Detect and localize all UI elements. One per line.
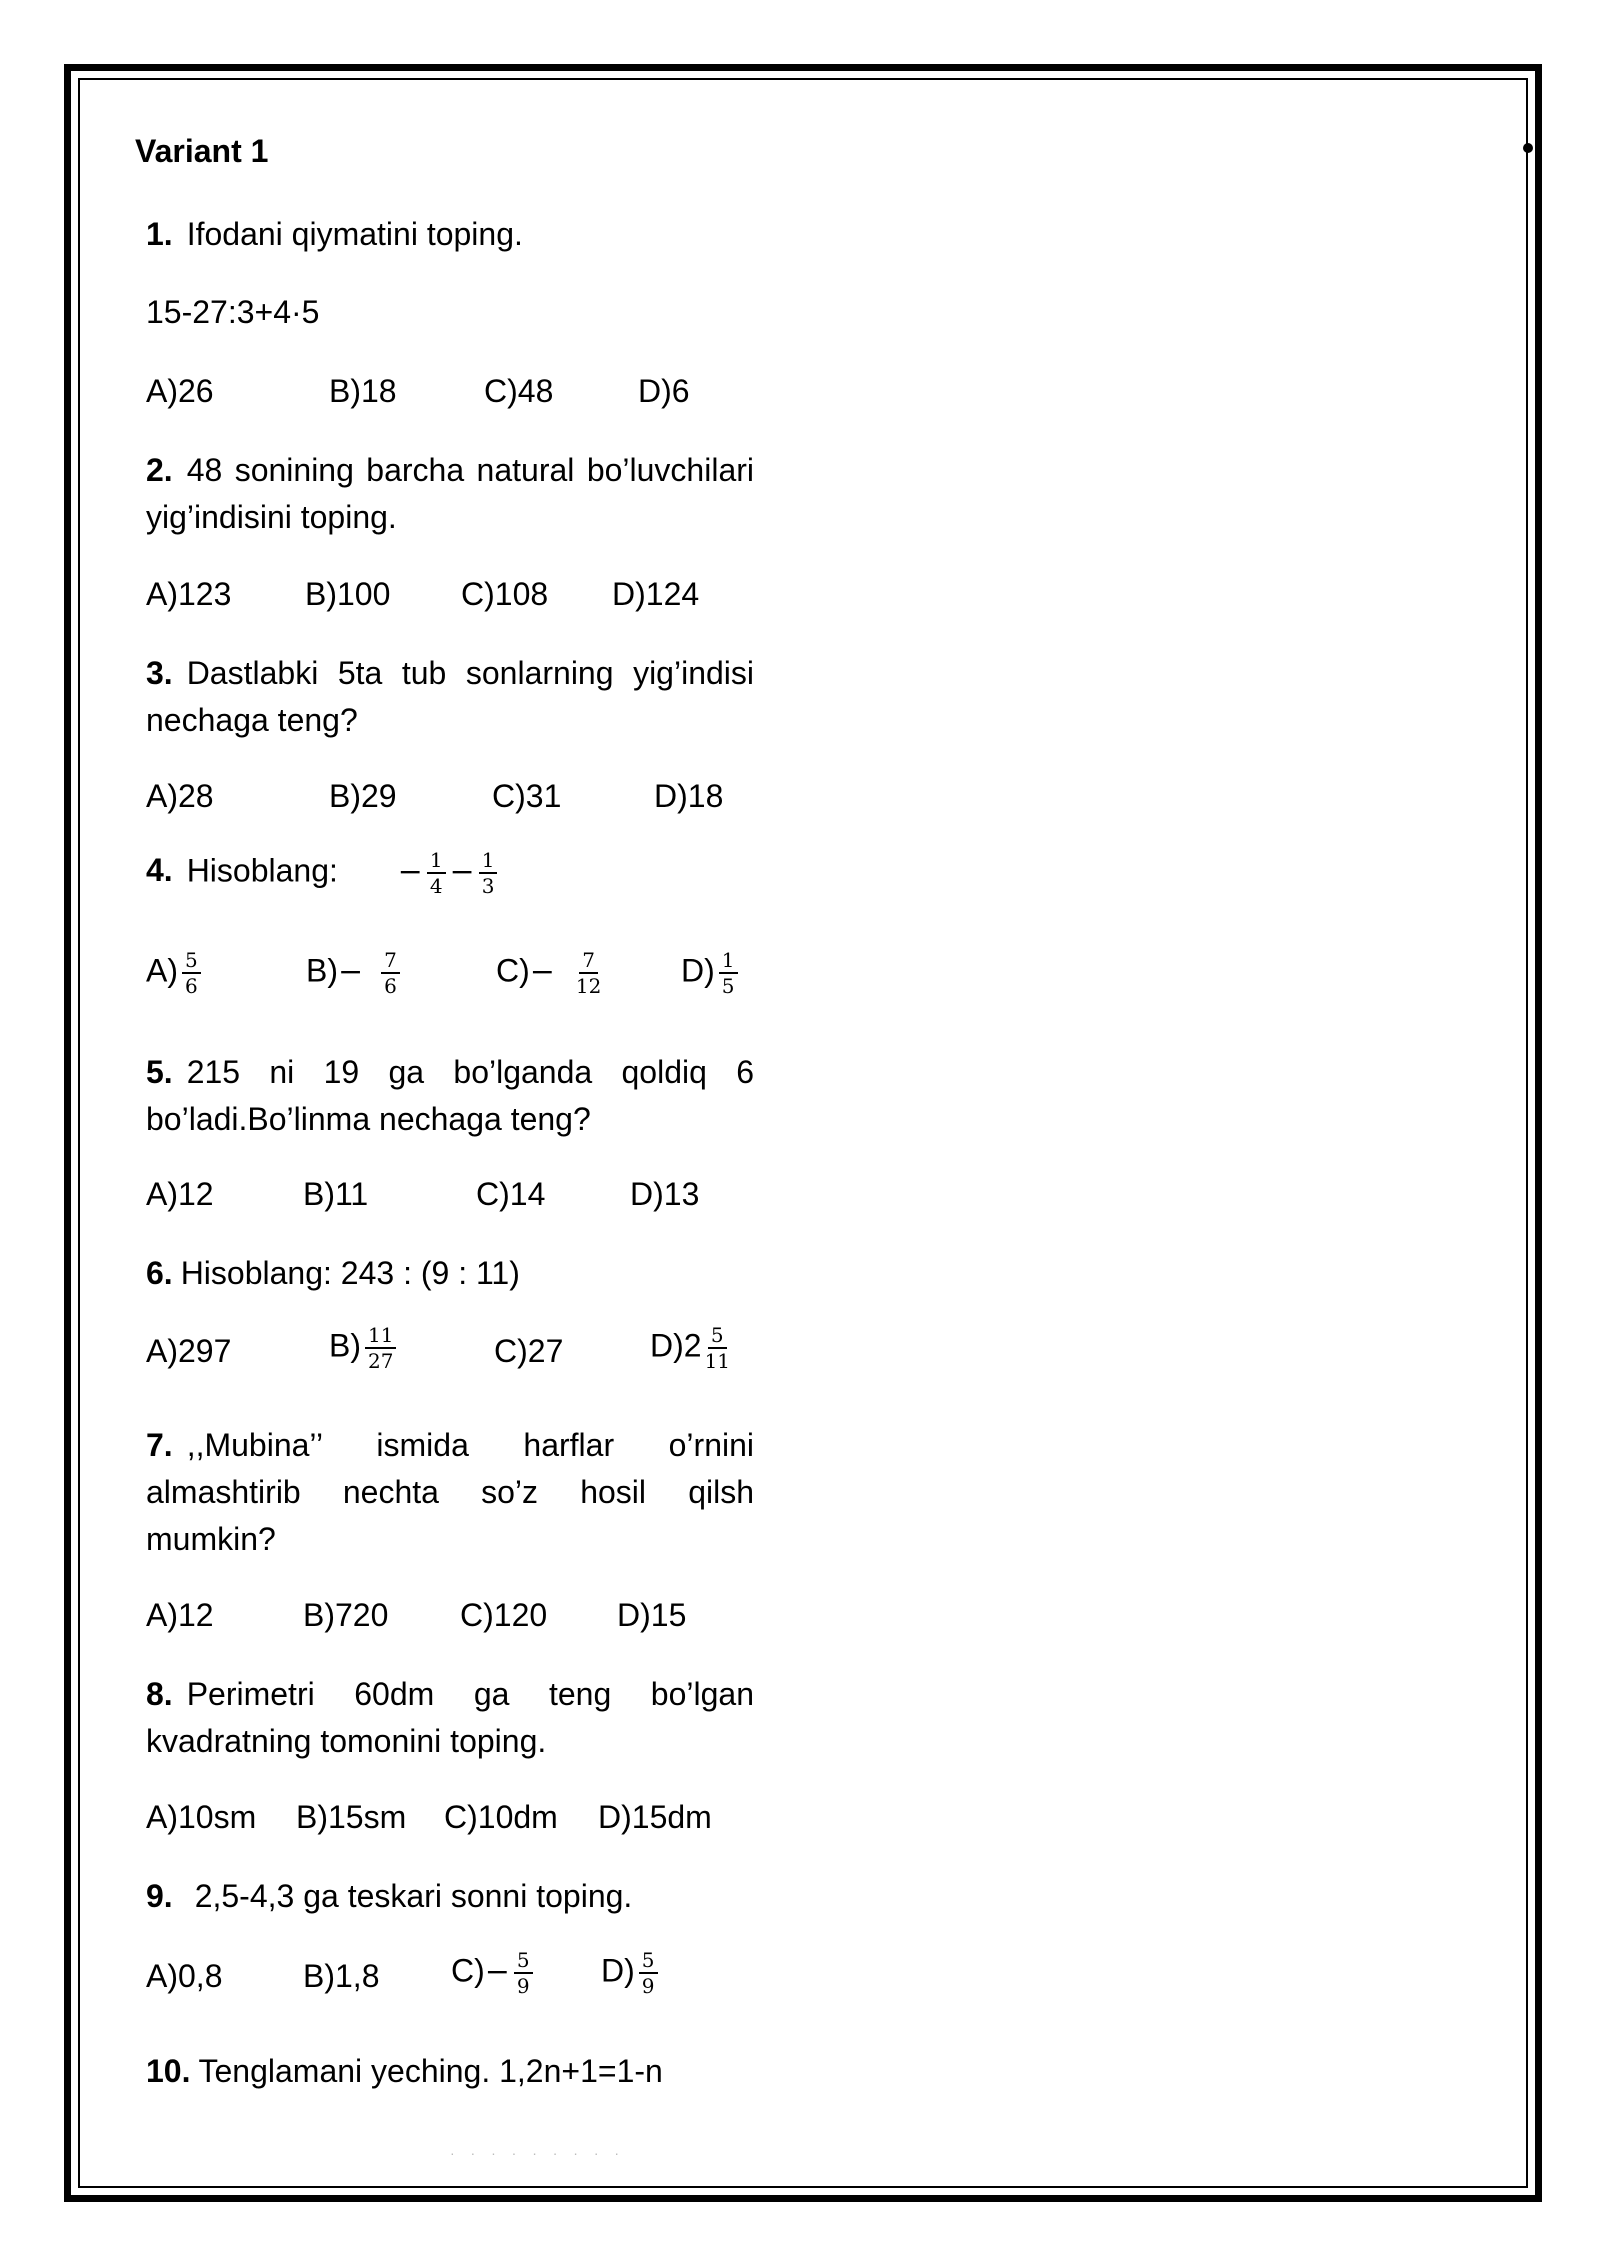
question-text: Hisoblang: [186, 852, 338, 889]
minus-sign: − [449, 854, 475, 890]
question-4 [146, 848, 501, 898]
option-b[interactable]: B)− $\frac{7}{6}$ [306, 948, 404, 998]
question-text: Hisoblang: 243 : (9 : 11) [180, 1255, 520, 1291]
option-b[interactable]: B)720 [303, 1597, 389, 1633]
option-c[interactable]: C)− $\frac{7}{12}$ [496, 948, 602, 998]
option-c[interactable]: C)48 [484, 373, 554, 409]
option-a[interactable]: A)26 [146, 373, 214, 409]
option-d[interactable]: D)2 $\frac{5}{11}$ [650, 1323, 731, 1373]
question-text: Ifodani qiymatini toping. [186, 216, 523, 252]
option-a[interactable]: A)297 [146, 1333, 232, 1369]
question-number: 4. [146, 852, 173, 889]
question-10 [146, 2053, 663, 2090]
question-text: 215 ni 19 ga bo’lganda qoldiq 6 bo’ladi.Bo’linma nechaga teng? [146, 1054, 754, 1137]
fraction: $\frac{1}{3}$ [479, 848, 498, 898]
option-c[interactable]: C)31 [492, 778, 562, 814]
question-1 [146, 216, 523, 253]
question-number: 5. [146, 1054, 173, 1090]
option-d[interactable]: D)15dm [598, 1799, 712, 1835]
option-a[interactable]: A)12 [146, 1176, 214, 1212]
question-1-expression: 15-27:3+4·5 [146, 294, 320, 330]
question-text: 48 sonining barcha natural bo’luvchilari yig’indisini toping. [146, 452, 754, 535]
minus-sign: − [397, 854, 423, 890]
question-number: 2. [146, 452, 173, 488]
option-d[interactable]: D)18 [654, 778, 724, 814]
option-d[interactable]: D) $\frac{5}{9}$ [601, 1948, 662, 1998]
option-b[interactable]: B)1,8 [303, 1958, 380, 1994]
option-b[interactable]: B)15sm [296, 1799, 407, 1835]
question-number: 10. [146, 2053, 191, 2089]
question-number: 1. [146, 216, 173, 252]
question-number: 8. [146, 1676, 173, 1712]
question-text: Tenglamani yeching. 1,2n+1=1-n [198, 2053, 663, 2089]
option-a[interactable]: A)123 [146, 576, 232, 612]
option-c[interactable]: C)14 [476, 1176, 546, 1212]
question-text: ,,Mubina’’ ismida harflar o’rnini almashtirib nechta so’z hosil qilsh mumkin? [146, 1427, 754, 1557]
option-c[interactable]: C)10dm [444, 1799, 558, 1835]
question-5 [146, 1049, 754, 1143]
option-d[interactable]: D)15 [617, 1597, 687, 1633]
option-b[interactable]: B) $\frac{11}{27}$ [329, 1323, 400, 1373]
option-a[interactable]: A) $\frac{5}{6}$ [146, 948, 205, 998]
corner-dot [1523, 143, 1533, 153]
option-c[interactable]: C)120 [460, 1597, 548, 1633]
option-c[interactable]: C)27 [494, 1333, 564, 1369]
question-number: 7. [146, 1427, 173, 1463]
option-d[interactable]: D)6 [638, 373, 690, 409]
option-d[interactable]: D) $\frac{1}{5}$ [681, 948, 742, 998]
scan-artifact: · · · · · · · · · [450, 2145, 626, 2161]
question-2 [146, 447, 754, 541]
question-number: 9. [146, 1878, 173, 1914]
question-text: Dastlabki 5ta tub sonlarning yig’indisi nechaga teng? [146, 655, 754, 738]
option-a[interactable]: A)12 [146, 1597, 214, 1633]
question-text: 2,5-4,3 ga teskari sonni toping. [194, 1878, 633, 1914]
option-a[interactable]: A)10sm [146, 1799, 257, 1835]
option-c[interactable]: C)− $\frac{5}{9}$ [451, 1948, 537, 1998]
question-8 [146, 1671, 754, 1765]
option-d[interactable]: D)13 [630, 1176, 700, 1212]
question-number: 6. [146, 1255, 173, 1291]
fraction: $\frac{1}{4}$ [427, 848, 446, 898]
option-d[interactable]: D)124 [612, 576, 700, 612]
option-b[interactable]: B)18 [329, 373, 397, 409]
question-6 [146, 1255, 520, 1292]
question-3 [146, 650, 754, 744]
variant-title: Variant 1 [135, 133, 269, 169]
question-9 [146, 1878, 632, 1915]
option-b[interactable]: B)100 [305, 576, 391, 612]
option-a[interactable]: A)0,8 [146, 1958, 223, 1994]
option-a[interactable]: A)28 [146, 778, 214, 814]
option-c[interactable]: C)108 [461, 576, 549, 612]
question-number: 3. [146, 655, 173, 691]
question-7 [146, 1422, 754, 1563]
option-b[interactable]: B)29 [329, 778, 397, 814]
option-b[interactable]: B)11 [303, 1176, 369, 1212]
question-text: Perimetri 60dm ga teng bo’lgan kvadratning tomonini toping. [146, 1676, 754, 1759]
